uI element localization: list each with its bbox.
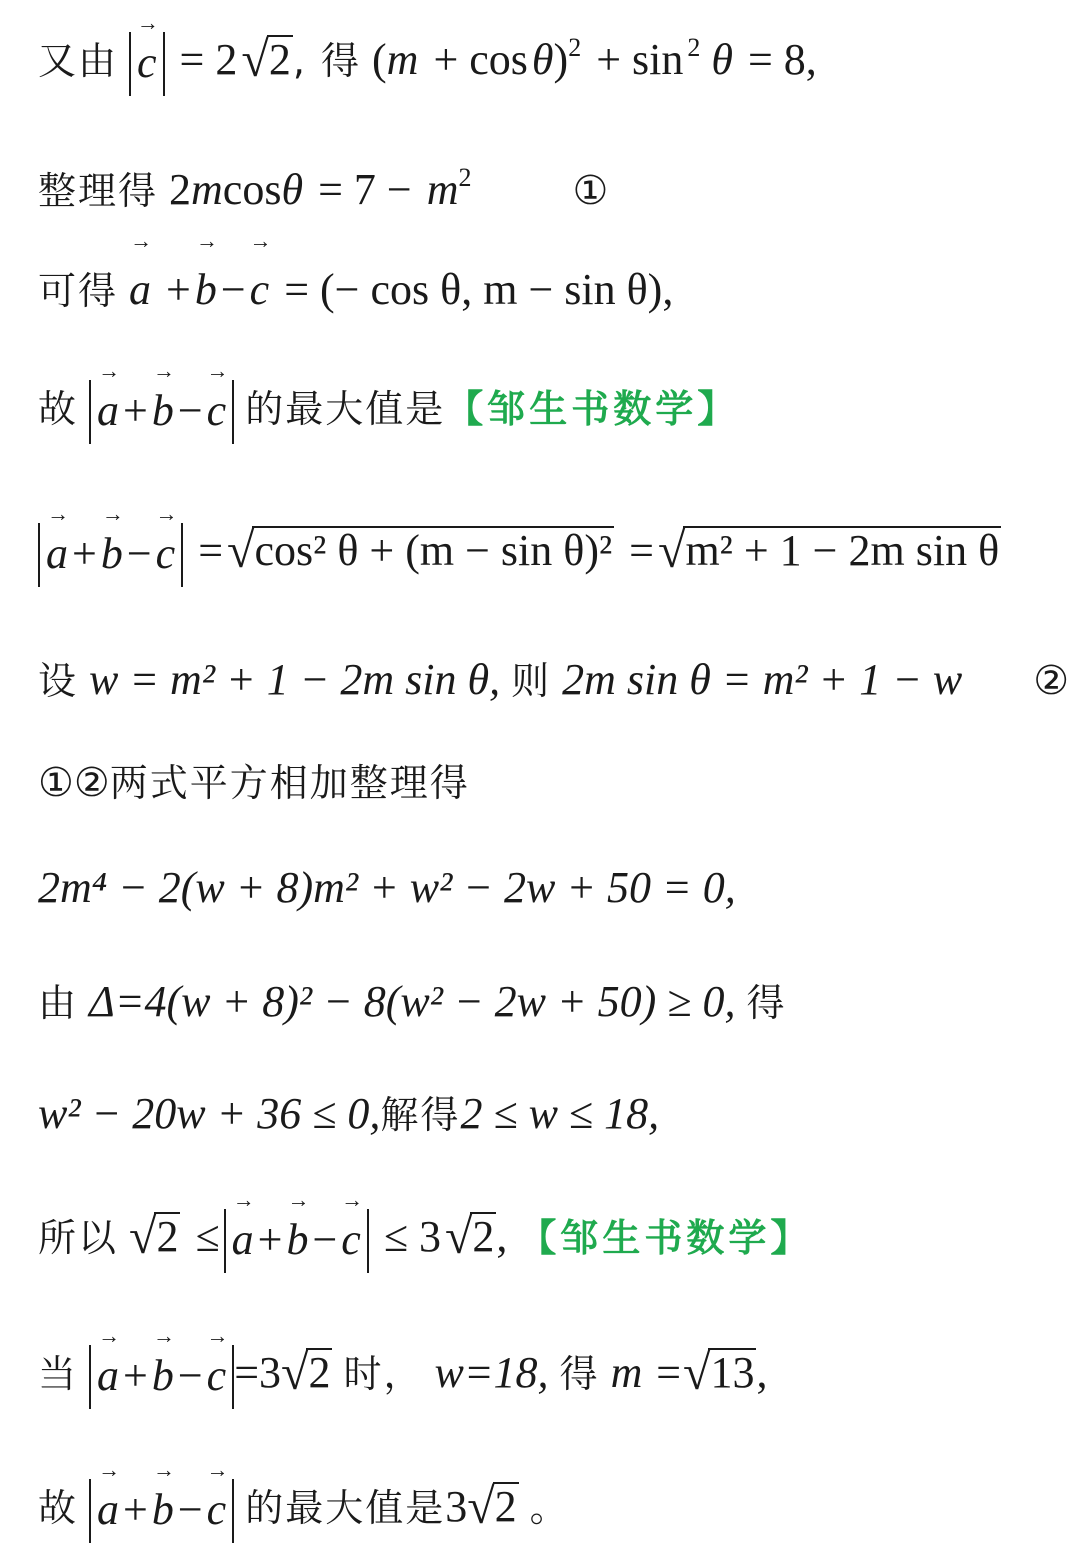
equation-marker-1: ① (572, 168, 609, 214)
abs-vector-sum: → a+→ b−→ c (89, 1479, 234, 1543)
text: 解得 (380, 1093, 461, 1137)
line-10: w² − 20w + 36 ≤ 0,解得2 ≤ w ≤ 18, (38, 1089, 660, 1138)
line-9: 由 Δ=4(w + 8)² − 8(w² − 2w + 50) ≥ 0, 得 (38, 977, 787, 1026)
math: = 2 (179, 35, 238, 84)
text: 时， (343, 1352, 424, 1396)
text: 由 (38, 981, 79, 1025)
text: 又由 (38, 39, 119, 83)
sqrt: √2 (129, 1208, 179, 1264)
text: 的最大值是 (245, 387, 446, 431)
text: 故 (38, 1486, 79, 1530)
sqrt: √2 (281, 1344, 331, 1400)
text: 得 (746, 981, 787, 1025)
brand-watermark: 【邹生书数学】 (518, 1216, 813, 1260)
line-3: 可得 → a +→ b−→ c = (− cos θ, m − sin θ), (38, 250, 677, 330)
text: 得 (559, 1352, 600, 1396)
abs-vector-sum: → a+→ b−→ c (89, 380, 234, 444)
text: 则 (511, 659, 552, 703)
line-13: 故 → a+→ b−→ c 的最大值是3√2 。 (38, 1466, 570, 1546)
abs-vector-sum: → a+→ b−→ c (89, 1345, 234, 1409)
line-5: → a+→ b−→ c =√cos² θ + (m − sin θ)² =√m² + 1 − 2m sin θ (38, 510, 1001, 590)
vector-b: → b (195, 250, 217, 330)
line-8: 2m⁴ − 2(w + 8)m² + w² − 2w + 50 = 0, (38, 863, 736, 912)
text: 故 (38, 387, 79, 431)
vector-a: → a (129, 250, 151, 330)
sqrt: √2 (467, 1478, 517, 1534)
line-2: 整理得 $2mcos\theta = 7 - m^2$ ① (38, 163, 609, 214)
line-1: 又由 → c = 2√2, 得 $(m + \cos\theta)^2 + \sin ^2$ θ = 8, (38, 8, 821, 88)
line-7 (38, 742, 470, 822)
line-12: 当 → a+→ b−→ c =3√2 时， w=18, 得 m =√13, (38, 1332, 767, 1412)
text: 整理得 (38, 169, 159, 213)
brand-watermark: 【邹生书数学】 (445, 387, 740, 431)
abs-c (129, 32, 165, 96)
equation-marker-2: ② (1033, 658, 1070, 704)
text: 设 (38, 659, 79, 703)
line-11: 所以 √2 ≤→ a+→ b−→ c ≤ 3√2, 【邹生书数学】 (38, 1196, 812, 1276)
abs-vector-sum: → a+→ b−→ c (38, 523, 183, 587)
line-4 (38, 368, 739, 448)
vector-c: → c (250, 250, 270, 330)
sqrt: √m² + 1 − 2m sin θ (658, 522, 1000, 578)
vector-c: → c (137, 32, 157, 94)
abs-vector-sum: → a+→ b−→ c (224, 1209, 369, 1273)
text: , 得 (292, 39, 361, 83)
sqrt: √cos² θ + (m − sin θ)² (227, 522, 613, 578)
text: 的最大值是 (245, 1486, 446, 1530)
text: 可得 (38, 269, 119, 313)
line-6: 设 w = m² + 1 − 2m sin θ, 则 2m sin θ = m² + 1 − w ② (38, 655, 1070, 704)
text: 当 (38, 1352, 79, 1396)
sqrt: √13 (683, 1344, 755, 1400)
sqrt: √2 (444, 1208, 495, 1264)
sqrt: √2 (241, 31, 291, 87)
equation-markers: ①② (38, 760, 110, 806)
text: 两式平方相加整理得 (109, 761, 470, 805)
text: 所以 (38, 1216, 119, 1260)
